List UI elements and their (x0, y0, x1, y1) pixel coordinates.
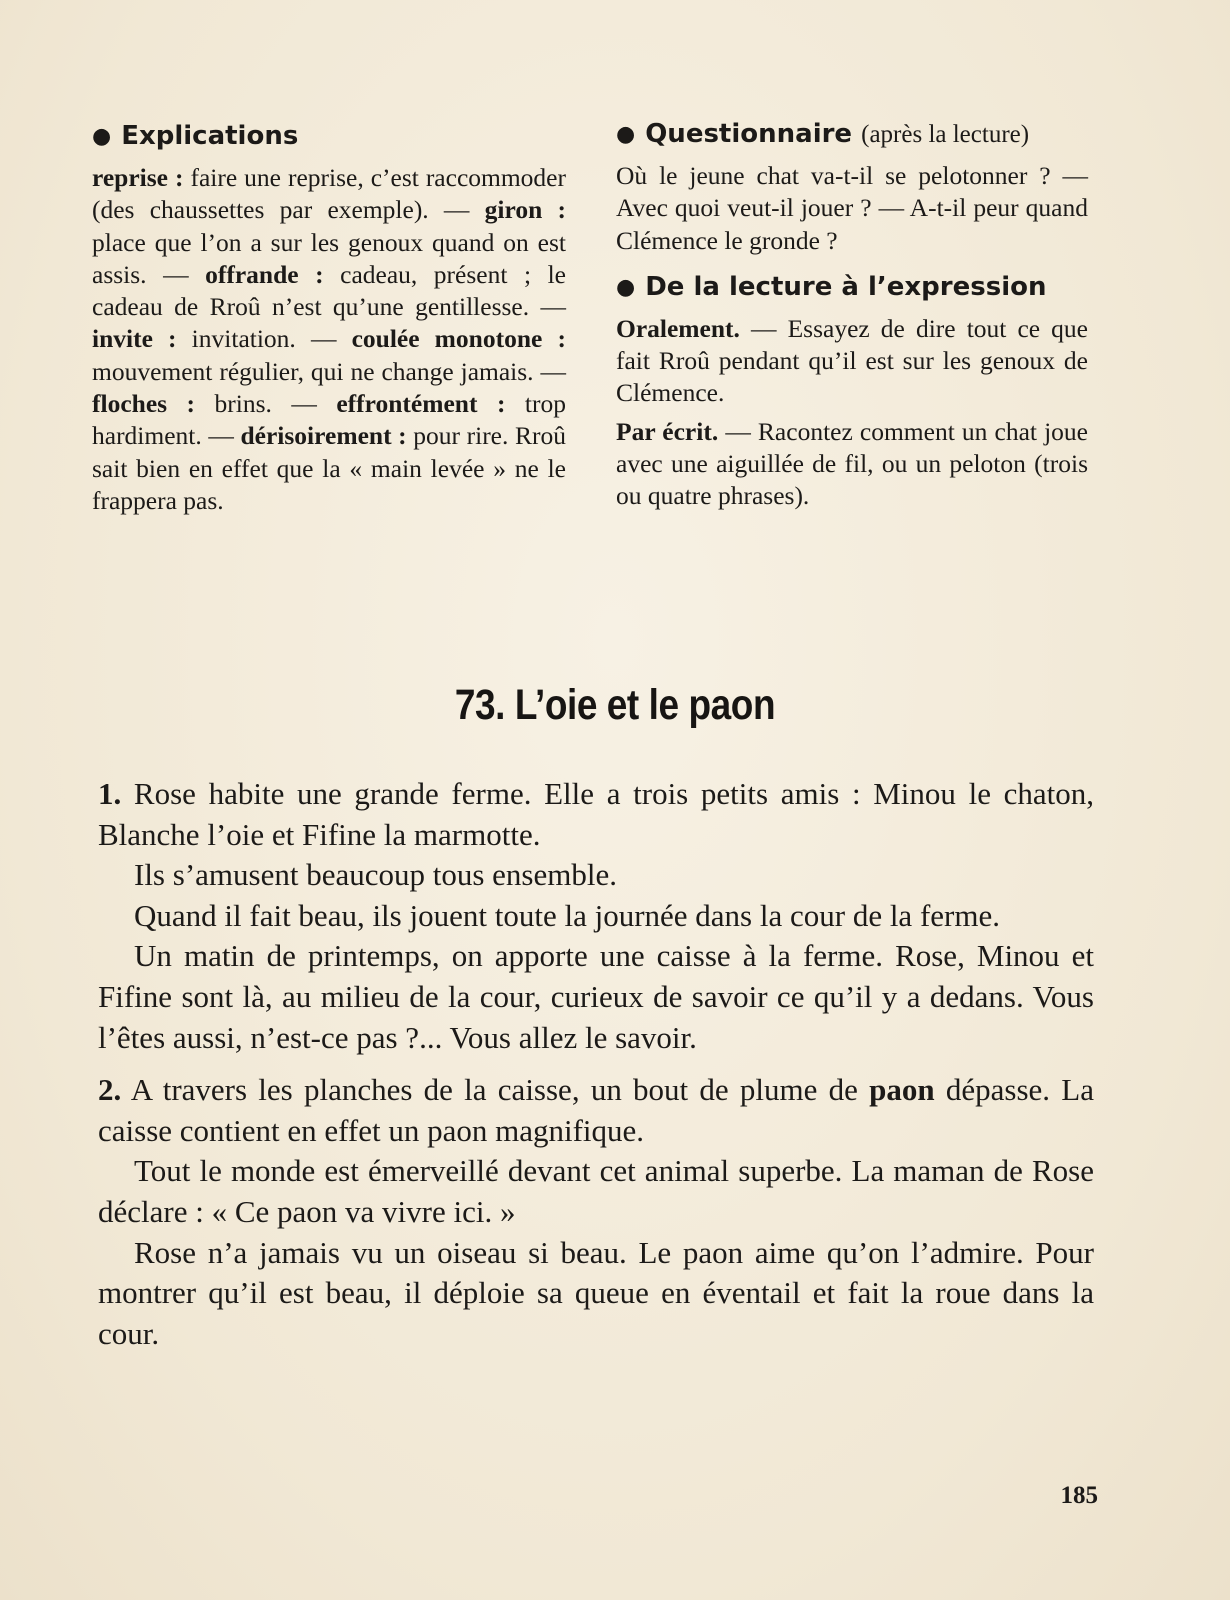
written-exercise (616, 416, 1088, 513)
story-paragraph: Quand il fait beau, ils jouent toute la journée dans la cour de la ferme. (134, 897, 1000, 933)
story-paragraph: Un matin de printemps, on apporte une caisse à la ferme. Rose, Minou et Fifine sont là, au milieu de la cour, curieux de savoir ce qu’il y a dedans. Vous l’êtes aussi, n’est-ce pas ?... Vous allez le savoir. (98, 938, 1094, 1055)
page-number: 185 (1060, 1482, 1098, 1509)
glossary-definition: pour rire. Rroû sait bien en effet que la « main levée » ne le frappera pas. (92, 421, 566, 515)
glossary-definition: place que l’on a sur les genoux quand on est assis. — (92, 227, 566, 289)
spacer (98, 1058, 1094, 1070)
story-paragraph: 2. A travers les planches de la caisse, un bout de plume de paon dépasse. La caisse contient en effet un paon magnifique. (98, 1072, 1094, 1148)
glossary-term: reprise : (92, 163, 184, 192)
glossary-term: floches : (92, 389, 196, 419)
story-paragraph: 1. Rose habite une grande ferme. Elle a trois petits amis : Minou le chaton, Blanche l’oie et Fifine la marmotte. (98, 776, 1094, 852)
oral-text: — Essayez de dire tout ce que fait Rroû pendant qu’il est sur les genoux de Clémence. (616, 313, 1088, 408)
glossary-term: dérisoirement : (240, 421, 407, 451)
written-text: — Racontez comment un chat joue avec une aiguillée de fil, ou un peloton (trois ou quatre phrases). (616, 416, 1088, 511)
bullet-icon: ● (616, 274, 636, 300)
questionnaire-heading: ● Questionnaire (après la lecture) (616, 119, 1030, 149)
glossary-definition: faire une reprise, c’est raccommoder (des chaussettes par exemple). — (92, 163, 566, 225)
written-label: Par écrit. (616, 416, 719, 446)
story-paragraph: Tout le monde est émerveillé devant cet animal superbe. La maman de Rose déclare : « Ce paon va vivre ici. » (98, 1153, 1094, 1229)
expression-heading: ● De la lecture à l’expression (616, 271, 1047, 302)
story-text (98, 774, 1094, 1354)
glossary-definition: brins. — (195, 389, 337, 419)
questionnaire-heading-note: (après la lecture) (861, 121, 1030, 148)
explications-text (92, 162, 566, 517)
part-number: 2. (98, 1072, 122, 1108)
glossary-term: effrontément : (336, 389, 506, 419)
right-column (616, 116, 1088, 513)
glossary-term: invite : (92, 324, 177, 354)
chapter-title: 73. L’oie et le paon (454, 681, 776, 729)
story-paragraph: Rose n’a jamais vu un oiseau si beau. Le paon aime qu’on l’admire. Pour montrer qu’il est beau, il déploie sa queue en éventail et fait la roue dans la cour. (98, 1234, 1094, 1351)
part-number: 1. (98, 776, 122, 811)
glossary-term: offrande : (205, 259, 324, 289)
explications-section (92, 118, 566, 517)
glossary-definition: cadeau, présent ; le cadeau de Rroû n’est qu’une gentillesse. — (92, 259, 566, 322)
glossary-definition: trop hardiment. — (92, 389, 567, 451)
expression-section (616, 269, 1088, 513)
story-paragraph: Ils s’amusent beaucoup tous ensemble. (134, 857, 617, 893)
glossary-term: coulée monotone : (351, 324, 566, 354)
glossary-definition: mouvement régulier, qui ne change jamais. — (92, 356, 566, 386)
oral-exercise (616, 313, 1088, 410)
bullet-icon: ● (616, 122, 636, 147)
glossary-term: giron : (484, 195, 567, 225)
oral-label: Oralement. (616, 313, 740, 343)
bullet-icon: ● (92, 124, 112, 149)
bold-word: paon (869, 1072, 935, 1108)
explications-heading: ● Explications (92, 121, 299, 151)
glossary-definition: invitation. — (176, 324, 352, 354)
questionnaire-text: Où le jeune chat va-t-il se pelotonner ? — Avec quoi veut-il jouer ? — A-t-il peur quand Clémence le gronde ? (616, 161, 1088, 255)
